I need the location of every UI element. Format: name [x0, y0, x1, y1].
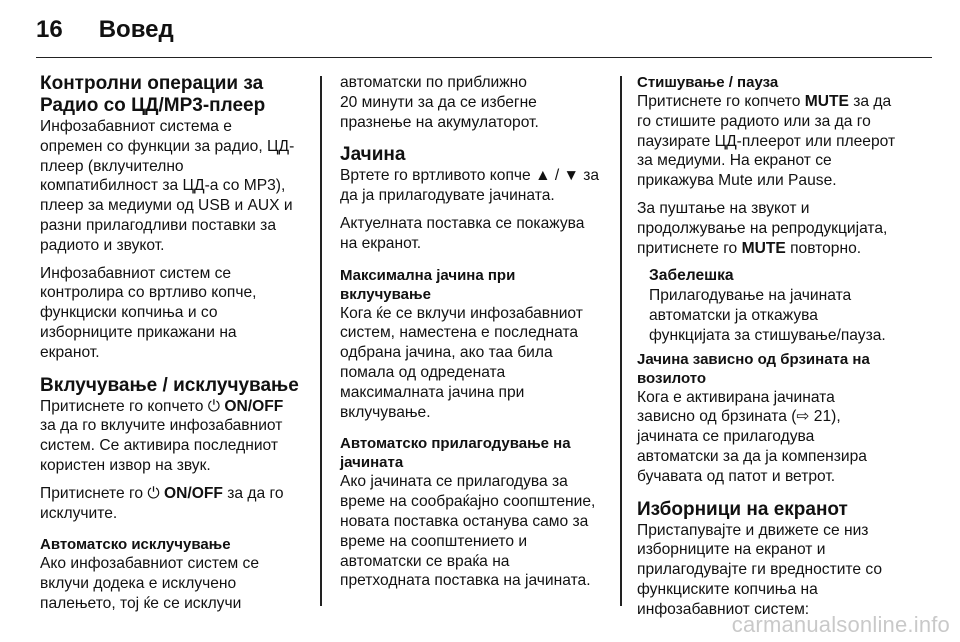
paragraph-line: автоматски се враќа на — [340, 552, 510, 570]
paragraph-line: паузирате ЦД-плеерот или плеерот — [637, 132, 896, 150]
paragraph-line: време на сообраќајно соопштение, — [340, 493, 596, 511]
paragraph-line: прилагодувајте ги вредностите со — [637, 561, 883, 579]
paragraph-line: Пристапувајте и движете се низ — [637, 521, 869, 539]
column-divider — [620, 76, 622, 606]
paragraph-line: Притиснете го копчето MUTE за да — [637, 93, 892, 110]
paragraph-line: опремен со функции за радио, ЦД- — [40, 137, 295, 155]
down-arrow-icon: ▼ — [563, 167, 579, 185]
paragraph-line: притиснете го MUTE повторно. — [637, 239, 862, 257]
paragraph-line: систем. Се активира последниот — [40, 437, 279, 455]
paragraph-line: новата поставка останува само за — [340, 512, 589, 530]
paragraph-line: функциски копчиња и со — [40, 304, 218, 322]
paragraph-line: автоматски по приближно — [340, 74, 527, 91]
paragraph-line: Кога ќе се вклучи инфозабавниот — [340, 304, 583, 322]
onoff-key-label: ON/OFF — [164, 484, 223, 502]
note-title: Забелешка — [649, 267, 734, 285]
onoff-key-label: ON/OFF — [224, 397, 284, 415]
mute-key-label: MUTE — [804, 93, 849, 110]
paragraph-line: празнење на акумулаторот. — [340, 113, 539, 131]
paragraph-line: Инфозабавниот система е — [40, 118, 232, 135]
paragraph-line: Кога е активирана јачината — [637, 388, 835, 406]
paragraph-line: разни прилагодливи поставки за — [40, 216, 277, 234]
paragraph-line: Притиснете го ⏻ ON/OFF за да го — [40, 484, 284, 502]
paragraph-line: компатибилност за ЦД-а со MP3), — [40, 177, 286, 195]
page-header — [36, 16, 174, 50]
paragraph-line: вклучи додека е исклучено — [40, 575, 237, 593]
subsection-heading: Јачина зависно од брзината на — [637, 350, 870, 368]
paragraph-line: Ако инфозабавниот систем се — [40, 555, 259, 573]
paragraph-line: продолжување на репродукцијата, — [637, 219, 888, 237]
paragraph-line: јачината се прилагодува — [637, 428, 815, 446]
note-box — [637, 266, 917, 345]
paragraph-line: Вртете го вртливото копче ▲ / ▼ за — [340, 167, 600, 185]
paragraph-line: одбрана јачина, ако таа била — [340, 344, 553, 362]
column-2 — [340, 73, 608, 591]
subsection-heading: Стишување / пауза — [637, 74, 779, 91]
watermark: carmanualsonline.info — [731, 612, 950, 637]
paragraph-line: контролира со вртливо копче, — [40, 284, 257, 302]
section-heading: Контролни операции за — [40, 73, 264, 94]
paragraph-line: Актуелната поставка се покажува — [340, 214, 585, 232]
paragraph-line: изборниците прикажани на — [40, 323, 237, 341]
subsection-heading: Автоматско исклучување — [40, 536, 231, 554]
paragraph-line: исклучите. — [40, 504, 118, 522]
paragraph-line: за медиуми. На екранот се — [637, 152, 832, 170]
paragraph-line: радиото и звукот. — [40, 236, 165, 254]
mute-key-label: MUTE — [741, 239, 786, 257]
paragraph-line: функциските копчиња на — [637, 580, 818, 598]
power-icon: ⏻ — [147, 484, 160, 502]
paragraph-line: функцијата за стишување/пауза. — [649, 326, 886, 344]
paragraph-line: систем, наместена е последната — [340, 324, 579, 342]
subsection-heading: вклучување — [340, 285, 431, 303]
paragraph-line: за да го вклучите инфозабавниот — [40, 417, 283, 435]
paragraph-line: користен извор на звук. — [40, 456, 211, 474]
section-heading: Вклучување / исклучување — [40, 374, 299, 396]
page-title: Вовед — [98, 16, 174, 43]
paragraph-line: време на соопштението и — [340, 532, 528, 550]
section-heading: Изборници на екранот — [637, 498, 848, 520]
paragraph-line: претходната поставка на јачината. — [340, 572, 591, 590]
paragraph-line: плеер (вклучително — [40, 157, 184, 175]
paragraph-line: максималната јачина при — [340, 383, 525, 401]
paragraph-line: го стишите радиото или за да го — [637, 112, 871, 130]
paragraph-line: За пуштање на звукот и — [637, 199, 810, 217]
paragraph-line: помала од одредената — [340, 363, 506, 381]
paragraph-line: Инфозабавниот систем се — [40, 264, 232, 282]
subsection-heading: Автоматско прилагодување на — [340, 435, 571, 453]
paragraph-line: инфозабавниот систем: — [637, 600, 810, 618]
header-rule — [36, 57, 932, 58]
paragraph-line: Прилагодување на јачината — [649, 287, 852, 305]
page-number: 16 — [36, 16, 63, 43]
power-icon: ⏻ — [207, 397, 221, 415]
paragraph-line: бучавата од патот и ветрот. — [637, 467, 836, 485]
subsection-heading: јачината — [340, 454, 404, 472]
page-reference-icon: ⇨ — [796, 408, 810, 426]
section-heading: Радио со ЦД/MP3-плеер — [40, 95, 266, 116]
paragraph-line: автоматски ја откажува — [649, 306, 818, 324]
paragraph-line: плеер за медиуми од USB и AUX и — [40, 197, 293, 215]
subsection-heading: Максимална јачина при — [340, 266, 516, 284]
paragraph-line: автоматски за да ја компензира — [637, 447, 867, 465]
paragraph-line: Притиснете го копчето ⏻ ON/OFF — [40, 397, 284, 415]
paragraph-line: прикажува Mute или Pause. — [637, 172, 837, 190]
paragraph-line: 20 минути за да се избегне — [340, 93, 537, 111]
column-divider — [320, 76, 322, 606]
column-3 — [637, 73, 917, 620]
paragraph-line: вклучување. — [340, 403, 431, 421]
subsection-heading: возилото — [637, 369, 707, 387]
paragraph-line: палењето, тој ќе се исклучи — [40, 594, 242, 612]
paragraph-line: да ја прилагодувате јачината. — [340, 187, 555, 205]
paragraph-line: Ако јачината се прилагодува за — [340, 473, 568, 491]
paragraph-line: екранот. — [40, 343, 100, 361]
paragraph-line: на екранот. — [340, 234, 422, 252]
paragraph-line: зависно од брзината (⇨ 21), — [637, 408, 841, 426]
up-arrow-icon: ▲ — [535, 167, 551, 185]
section-heading: Јачина — [340, 144, 406, 166]
column-1 — [40, 73, 308, 614]
paragraph-line: изборниците на екранот и — [637, 541, 826, 559]
